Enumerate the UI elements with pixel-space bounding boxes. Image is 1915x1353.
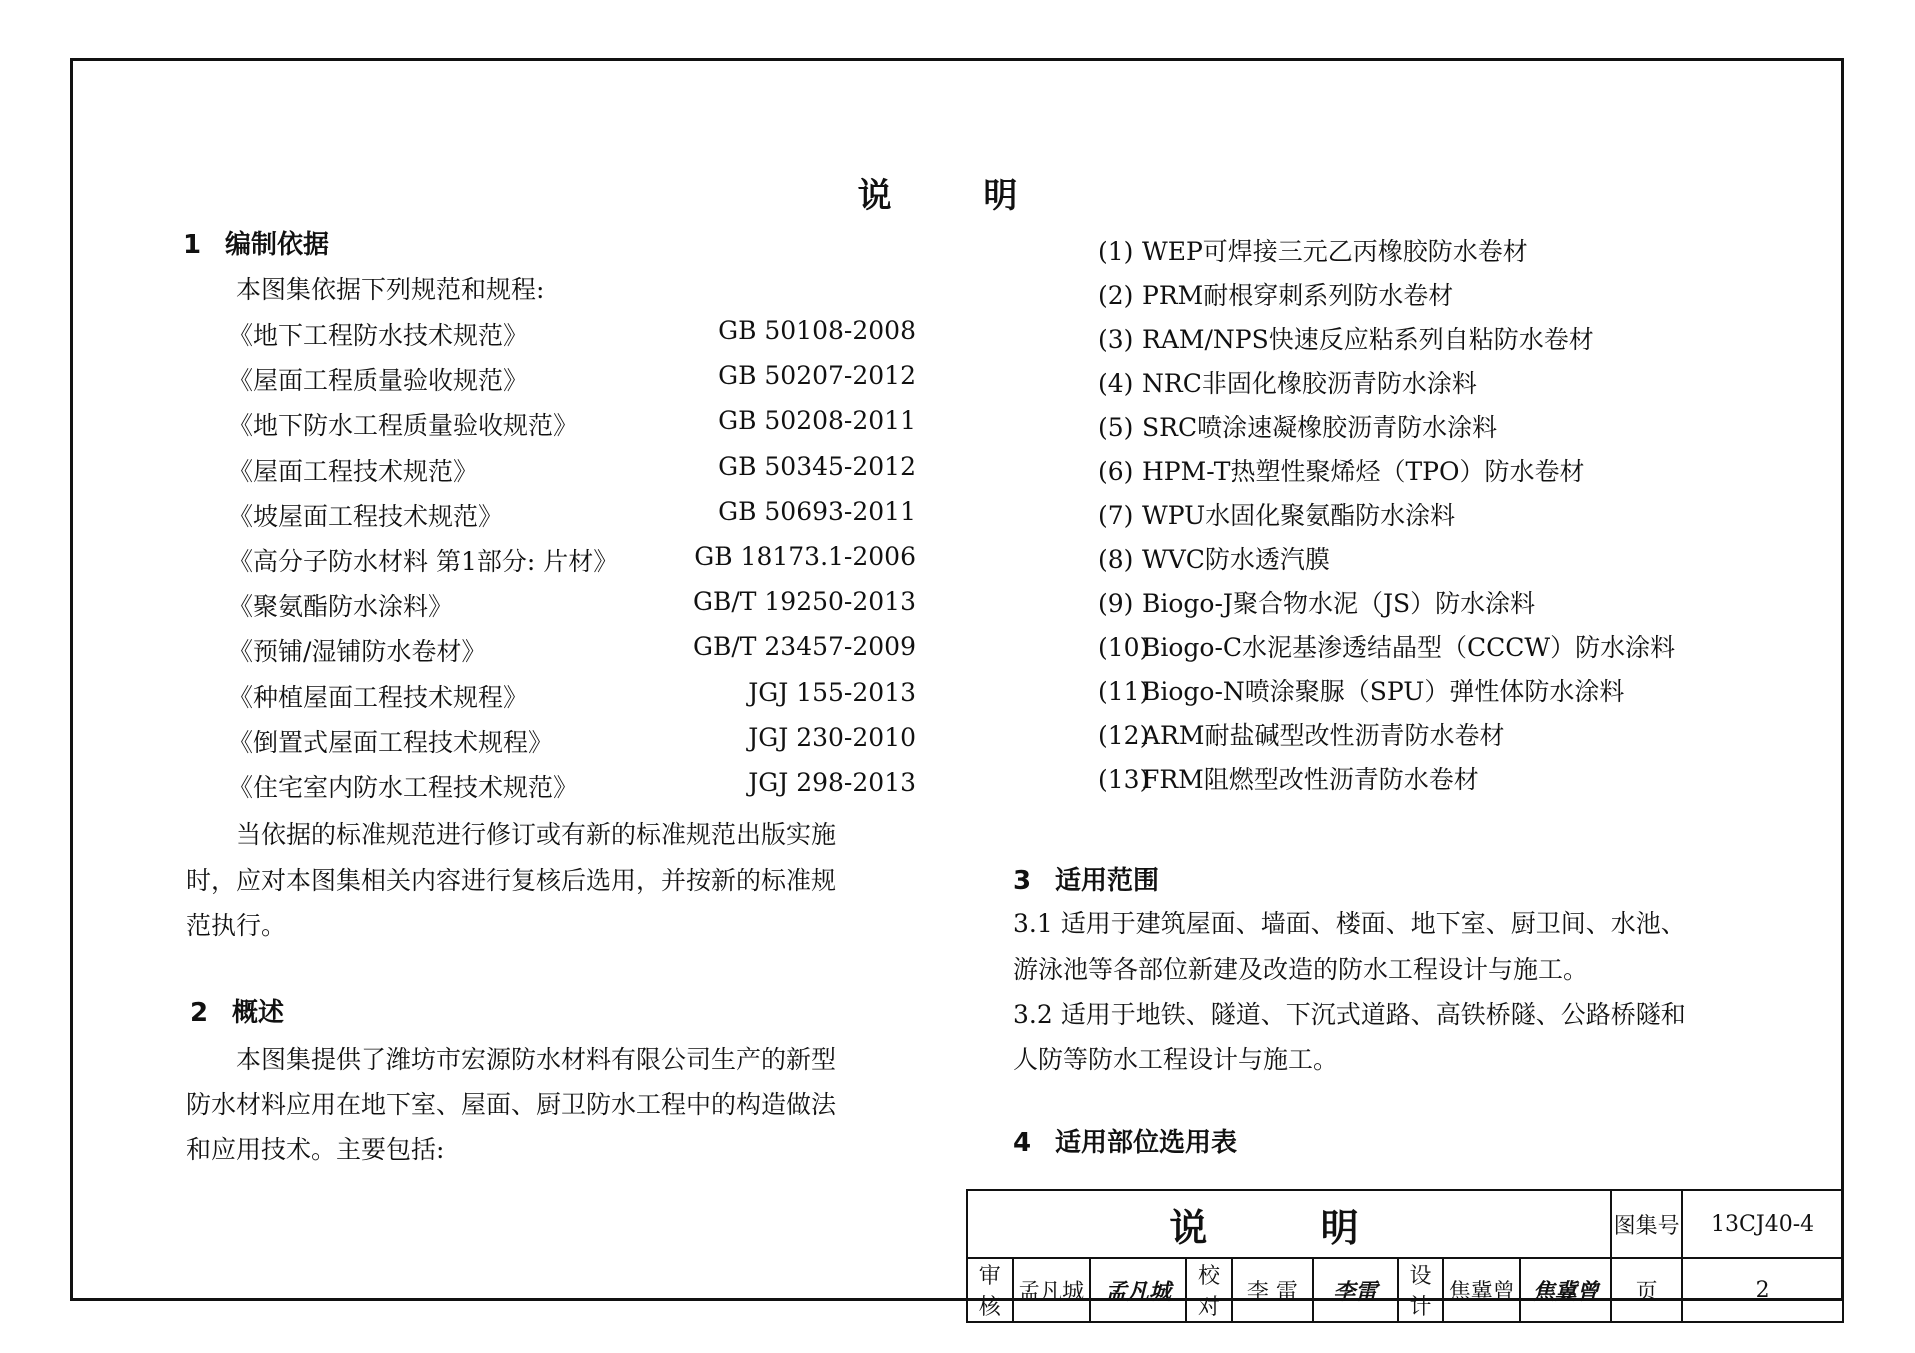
- checker-name: 李 雷: [1232, 1258, 1313, 1322]
- product-item: [1098, 672, 1624, 708]
- standard-code: JGJ 298-2013: [748, 768, 916, 797]
- product-number: (13): [1098, 765, 1150, 794]
- standard-code: GB 50693-2011: [718, 496, 916, 526]
- product-number: (6): [1098, 457, 1134, 486]
- product-text: SRC喷涂速凝橡胶沥青防水涂料: [1142, 413, 1498, 442]
- product-text: WEP可焊接三元乙丙橡胶防水卷材: [1142, 237, 1528, 266]
- section-4-heading: [1013, 1122, 1237, 1159]
- designer-name: 焦冀曾: [1443, 1258, 1520, 1322]
- product-item: [1098, 628, 1675, 664]
- standard-code: GB/T 19250-2013: [693, 587, 916, 617]
- standard-name: 《高分子防水材料 第1部分: 片材》: [228, 547, 619, 576]
- note-line-1: 当依据的标准规范进行修订或有新的标准规范出版实施: [236, 820, 837, 849]
- standard-code: GB 50345-2012: [718, 451, 916, 481]
- design-label: 设计: [1398, 1258, 1444, 1322]
- standard-code: JGJ 230-2010: [748, 722, 916, 752]
- standard-row: [228, 632, 916, 668]
- standard-name: 《地下防水工程质量验收规范》: [228, 411, 579, 441]
- standard-name: 《聚氨酯防水涂料》: [228, 592, 454, 622]
- overview-line-2: 防水材料应用在地下室、屋面、厨卫防水工程中的构造做法: [186, 1090, 837, 1119]
- product-text: WPU水固化聚氨酯防水涂料: [1142, 501, 1456, 530]
- standard-name: 《屋面工程技术规范》: [228, 456, 479, 486]
- scope-line-1: 3.1 适用于建筑屋面、墙面、楼面、地下室、厨卫间、水池、: [1013, 909, 1686, 938]
- section-4-number: 4: [1013, 1128, 1032, 1158]
- product-number: (12): [1098, 721, 1150, 750]
- product-text: Biogo-C水泥基渗透结晶型（CCCW）防水涂料: [1142, 633, 1676, 662]
- scope-line-3: 3.2 适用于地铁、隧道、下沉式道路、高铁桥隧、公路桥隧和: [1013, 1000, 1686, 1029]
- standard-code: JGJ 155-2013: [748, 677, 916, 707]
- standard-row: [228, 452, 916, 488]
- product-number: (8): [1098, 545, 1134, 574]
- section-2-number: 2: [190, 998, 209, 1028]
- section-4-title: 适用部位选用表: [1055, 1128, 1238, 1158]
- standard-code: GB/T 23457-2009: [693, 632, 916, 662]
- product-number: (2): [1098, 281, 1134, 310]
- atlas-number-label: 图集号: [1611, 1190, 1682, 1258]
- section-1-number: 1: [183, 230, 202, 260]
- section-1-intro: 本图集依据下列规范和规程:: [236, 275, 545, 304]
- standard-row: [228, 361, 916, 397]
- product-number: (10): [1098, 633, 1150, 662]
- standard-code: GB 18173.1-2006: [694, 542, 916, 571]
- section-1-heading: [183, 224, 329, 261]
- product-text: PRM耐根穿刺系列防水卷材: [1142, 281, 1454, 310]
- product-text: NRC非固化橡胶沥青防水涂料: [1142, 369, 1477, 398]
- product-number: (1): [1098, 237, 1134, 266]
- standard-name: 《种植屋面工程技术规程》: [228, 682, 529, 712]
- standard-name: 《预铺/湿铺防水卷材》: [228, 637, 487, 667]
- page-label: 页: [1611, 1258, 1682, 1322]
- overview-line-3: 和应用技术。主要包括:: [186, 1135, 445, 1164]
- note-line-3: 范执行。: [186, 911, 287, 940]
- standard-row: [228, 406, 916, 442]
- overview-line-1: 本图集提供了潍坊市宏源防水材料有限公司生产的新型: [236, 1045, 837, 1074]
- standard-row: [228, 768, 916, 804]
- section-3-heading: [1013, 860, 1159, 897]
- product-text: HPM-T热塑性聚烯烃（TPO）防水卷材: [1142, 457, 1585, 486]
- product-text: ARM耐盐碱型改性沥青防水卷材: [1142, 721, 1505, 750]
- product-text: WVC防水透汽膜: [1142, 545, 1330, 574]
- product-text: FRM阻燃型改性沥青防水卷材: [1142, 765, 1479, 794]
- product-text: RAM/NPS快速反应粘系列自粘防水卷材: [1142, 325, 1594, 354]
- product-item: [1098, 760, 1479, 796]
- section-1-title: 编制依据: [225, 230, 330, 260]
- note-line-2: 时，应对本图集相关内容进行复核后选用，并按新的标准规: [186, 866, 837, 895]
- page-title: 说 明: [857, 176, 1058, 216]
- product-text: Biogo-J聚合物水泥（JS）防水涂料: [1142, 589, 1536, 618]
- standard-name: 《地下工程防水技术规范》: [228, 321, 529, 350]
- section-3-title: 适用范围: [1055, 866, 1160, 896]
- standard-row: [228, 497, 916, 533]
- standard-name: 《倒置式屋面工程技术规程》: [228, 727, 554, 757]
- product-number: (11): [1098, 677, 1150, 706]
- product-item: [1098, 496, 1455, 532]
- product-item: [1098, 584, 1535, 620]
- standard-code: GB 50207-2012: [718, 361, 916, 391]
- scope-line-2: 游泳池等各部位新建及改造的防水工程设计与施工。: [1013, 955, 1589, 984]
- standard-row: [228, 587, 916, 623]
- product-number: (4): [1098, 369, 1134, 398]
- product-item: [1098, 716, 1504, 752]
- product-item: [1098, 364, 1477, 400]
- product-item: [1098, 540, 1330, 576]
- titleblock-title: 说 明: [967, 1190, 1611, 1258]
- reviewer-name: 孟凡城: [1013, 1258, 1090, 1322]
- standard-name: 《屋面工程质量验收规范》: [228, 366, 529, 396]
- standard-code: GB 50108-2008: [718, 316, 916, 345]
- product-text: Biogo-N喷涂聚脲（SPU）弹性体防水涂料: [1142, 677, 1625, 706]
- scope-line-4: 人防等防水工程设计与施工。: [1013, 1045, 1339, 1074]
- product-item: [1098, 232, 1528, 268]
- standard-row: [228, 723, 916, 759]
- reviewer-signature: 孟凡城: [1090, 1258, 1187, 1322]
- review-label: 审核: [967, 1258, 1013, 1322]
- designer-signature: 焦冀曾: [1520, 1258, 1611, 1322]
- atlas-number: 13CJ40-4: [1682, 1190, 1843, 1258]
- product-number: (3): [1098, 325, 1134, 354]
- product-item: [1098, 320, 1594, 356]
- page-number: 2: [1682, 1258, 1843, 1322]
- product-number: (9): [1098, 589, 1134, 618]
- standard-name: 《住宅室内防水工程技术规范》: [228, 773, 579, 802]
- section-3-number: 3: [1013, 866, 1032, 896]
- standard-code: GB 50208-2011: [718, 406, 916, 436]
- product-number: (5): [1098, 413, 1134, 442]
- standard-row: [228, 678, 916, 714]
- check-label: 校对: [1186, 1258, 1232, 1322]
- title-block: [966, 1189, 1844, 1323]
- standard-row: [228, 316, 916, 352]
- product-item: [1098, 408, 1497, 444]
- product-item: [1098, 276, 1453, 312]
- product-item: [1098, 452, 1584, 488]
- standard-row: [228, 542, 916, 578]
- section-2-heading: [190, 992, 284, 1029]
- checker-signature: 李雷: [1313, 1258, 1398, 1322]
- product-number: (7): [1098, 501, 1134, 530]
- section-2-title: 概述: [232, 998, 285, 1028]
- standard-name: 《坡屋面工程技术规范》: [228, 501, 504, 531]
